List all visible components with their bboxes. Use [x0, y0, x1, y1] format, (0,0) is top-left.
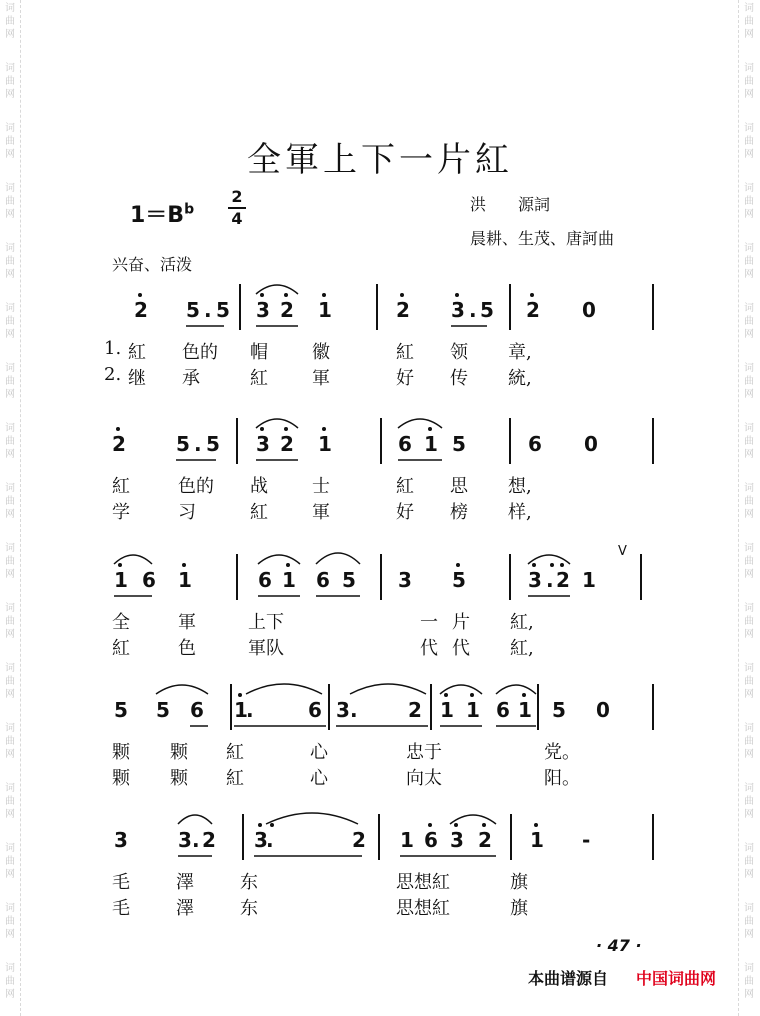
lyric-syllable: 思 — [450, 476, 468, 497]
lyric-syllable: 承 — [182, 368, 200, 389]
note: 2 — [134, 298, 148, 322]
note: 1 — [466, 698, 480, 722]
lyric-syllable: 帽 — [250, 342, 268, 363]
note: . — [194, 432, 202, 456]
octave-dot — [470, 693, 474, 697]
note: 0 — [584, 432, 598, 456]
slur — [316, 553, 360, 564]
lyric-syllable: 一 — [420, 612, 438, 633]
lyric-syllable: 軍 — [178, 612, 196, 633]
slur — [398, 419, 442, 428]
octave-dot — [534, 823, 538, 827]
octave-dot — [238, 693, 242, 697]
lyric-syllable: 心 — [310, 742, 328, 763]
watermark-text: 词 曲 网 — [744, 963, 754, 1000]
lyric-syllable: 心 — [310, 768, 328, 789]
octave-dot — [444, 693, 448, 697]
note: 5 — [156, 698, 170, 722]
note: 6 — [496, 698, 510, 722]
note: 3 — [398, 568, 412, 592]
watermark-text: 词 曲 网 — [5, 423, 15, 460]
note: 6 — [424, 828, 438, 852]
lyric-syllable: 党。 — [544, 742, 580, 763]
lyric-syllable: 紅 — [396, 342, 414, 363]
note: 6 — [190, 698, 204, 722]
note: 1 — [114, 568, 128, 592]
lyric-syllable: 想, — [508, 476, 532, 497]
lyric-syllable: 紅 — [396, 476, 414, 497]
octave-dot — [400, 293, 404, 297]
octave-dot — [138, 293, 142, 297]
watermark-text: 词 曲 网 — [744, 303, 754, 340]
lyric-syllable: 阳。 — [544, 768, 580, 789]
watermark-text: 词 曲 网 — [744, 3, 754, 40]
note: 1 — [582, 568, 596, 592]
octave-dot — [322, 427, 326, 431]
note: 2 — [408, 698, 422, 722]
note: 5 — [186, 298, 200, 322]
watermark-text: 词 曲 网 — [5, 63, 15, 100]
lyric-syllable: 軍 — [312, 368, 330, 389]
lyric-syllable: 紅 — [112, 476, 130, 497]
lyric-syllable: 忠于 — [406, 742, 442, 763]
lyric-syllable: 颗 — [112, 742, 130, 763]
lyric-syllable: 榜 — [450, 502, 468, 523]
lyric-syllable: 领 — [450, 342, 468, 363]
note: 1 — [234, 698, 248, 722]
note: 2 — [112, 432, 126, 456]
watermark-text: 词 曲 网 — [5, 123, 15, 160]
note: 5 — [552, 698, 566, 722]
octave-dot — [258, 823, 262, 827]
note: 5 — [480, 298, 494, 322]
watermark-text: 词 曲 网 — [5, 3, 15, 40]
note: 2 — [396, 298, 410, 322]
note: 1 — [518, 698, 532, 722]
lyric-syllable: 东 — [240, 898, 258, 919]
note: 5 — [216, 298, 230, 322]
watermark-text: 词 曲 网 — [744, 363, 754, 400]
note: . — [266, 828, 274, 852]
octave-dot — [322, 293, 326, 297]
note: 5 — [342, 568, 356, 592]
note: 1 — [318, 432, 332, 456]
note: 6 — [258, 568, 272, 592]
lyric-syllable: 颗 — [170, 742, 188, 763]
key-signature: $1=B^b$ — [130, 201, 195, 228]
lyric-syllable: 样, — [508, 502, 532, 523]
lyric-syllable: 代 — [452, 638, 470, 659]
lyric-syllable: 紅 — [226, 742, 244, 763]
lyric-syllable: 紅 — [226, 768, 244, 789]
watermark-text: 词 曲 网 — [744, 183, 754, 220]
note: 2 — [280, 298, 294, 322]
watermark-text: 词 曲 网 — [5, 723, 15, 760]
note: 6 — [316, 568, 330, 592]
watermark-text: 词 曲 网 — [5, 303, 15, 340]
octave-dot — [118, 563, 122, 567]
breath-mark: V — [618, 544, 627, 559]
note: 2 — [280, 432, 294, 456]
note: 6 — [398, 432, 412, 456]
note: 2 — [202, 828, 216, 852]
octave-dot — [270, 823, 274, 827]
watermark-text: 词 曲 网 — [5, 903, 15, 940]
slur — [440, 685, 482, 694]
note: 0 — [596, 698, 610, 722]
lyric-syllable: 統, — [508, 368, 532, 389]
note: - — [582, 828, 591, 852]
page-number: · 47 · — [596, 936, 642, 955]
watermark-text: 词 曲 网 — [744, 903, 754, 940]
lyric-syllable: 澤 — [176, 898, 194, 919]
note: 1 — [282, 568, 296, 592]
note: 5 — [176, 432, 190, 456]
note: 5 — [452, 568, 466, 592]
watermark-text: 词 曲 网 — [5, 663, 15, 700]
slur — [258, 555, 300, 564]
lyric-syllable: 旗 — [510, 872, 528, 893]
lyric-syllable: 紅 — [128, 342, 146, 363]
octave-dot — [428, 823, 432, 827]
slur — [256, 285, 298, 294]
note: . — [546, 568, 554, 592]
note: 5 — [452, 432, 466, 456]
watermark-text: 词 曲 网 — [744, 603, 754, 640]
lyric-syllable: 东 — [240, 872, 258, 893]
lyric-syllable: 士 — [312, 476, 330, 497]
note: 1 — [530, 828, 544, 852]
octave-dot — [455, 293, 459, 297]
note: 1 — [424, 432, 438, 456]
note: 3 — [256, 298, 270, 322]
lyric-syllable: 战 — [250, 476, 268, 497]
note: . — [204, 298, 212, 322]
slur — [156, 685, 208, 694]
lyric-syllable: 紅, — [510, 638, 534, 659]
note: 3 — [451, 298, 465, 322]
note: . — [350, 698, 358, 722]
slur — [496, 685, 536, 694]
song-title: 全軍上下一片紅 — [247, 140, 513, 180]
octave-dot — [260, 293, 264, 297]
lyric-syllable: 上下 — [248, 612, 284, 633]
watermark-text: 词 曲 网 — [744, 543, 754, 580]
lyric-syllable: 旗 — [510, 898, 528, 919]
octave-dot — [260, 427, 264, 431]
lyric-syllable: 軍队 — [248, 638, 284, 659]
note: . — [192, 828, 200, 852]
note: 3 — [178, 828, 192, 852]
octave-dot — [482, 823, 486, 827]
octave-dot — [284, 293, 288, 297]
note: . — [246, 698, 254, 722]
lyric-syllable: 习 — [178, 502, 196, 523]
watermark-text: 词 曲 网 — [5, 363, 15, 400]
octave-dot — [522, 693, 526, 697]
lyric-syllable: 思想紅 — [396, 872, 450, 893]
lyric-syllable: 徽 — [312, 342, 330, 363]
octave-dot — [286, 563, 290, 567]
octave-dot — [530, 293, 534, 297]
note: 6 — [308, 698, 322, 722]
note: 3 — [114, 828, 128, 852]
lyric-syllable: 紅 — [112, 638, 130, 659]
lyric-syllable: 色的 — [178, 476, 214, 497]
note: 1 — [178, 568, 192, 592]
watermark-text: 词 曲 网 — [5, 783, 15, 820]
lyric-syllable: 传 — [450, 368, 468, 389]
watermark-text: 词 曲 网 — [5, 963, 15, 1000]
watermark-text: 词 曲 网 — [5, 603, 15, 640]
watermark-text: 词 曲 网 — [5, 543, 15, 580]
note: 6 — [142, 568, 156, 592]
octave-dot — [456, 563, 460, 567]
lyric-syllable: 紅, — [510, 612, 534, 633]
lyric-syllable: 全 — [112, 612, 130, 633]
lyric-syllable: 向太 — [406, 768, 442, 789]
note: 1 — [400, 828, 414, 852]
lyric-syllable: 1. — [104, 338, 122, 359]
watermark-text: 词 曲 网 — [744, 663, 754, 700]
lyric-syllable: 紅 — [250, 368, 268, 389]
watermark-text: 词 曲 网 — [744, 843, 754, 880]
watermark-text: 词 曲 网 — [744, 723, 754, 760]
note: 3 — [256, 432, 270, 456]
watermark-text: 词 曲 网 — [744, 423, 754, 460]
octave-dot — [560, 563, 564, 567]
watermark-text: 词 曲 网 — [744, 63, 754, 100]
octave-dot — [550, 563, 554, 567]
slur — [266, 813, 358, 824]
watermark-text: 词 曲 网 — [5, 843, 15, 880]
lyric-syllable: 軍 — [312, 502, 330, 523]
lyric-syllable: 毛 — [112, 898, 130, 919]
lyric-syllable: 代 — [420, 638, 438, 659]
note: 3 — [336, 698, 350, 722]
lyric-syllable: 毛 — [112, 872, 130, 893]
lyric-syllable: 好 — [396, 502, 414, 523]
octave-dot — [182, 563, 186, 567]
note: 5 — [206, 432, 220, 456]
slur — [528, 555, 570, 564]
lyric-syllable: 2. — [104, 364, 122, 385]
watermark-text: 词 曲 网 — [744, 783, 754, 820]
note: 0 — [582, 298, 596, 322]
note: 2 — [526, 298, 540, 322]
lyric-syllable: 紅 — [250, 502, 268, 523]
source-label: 本曲谱源自 — [528, 969, 609, 988]
lyric-syllable: 学 — [112, 502, 130, 523]
slur — [246, 684, 322, 694]
note: 3 — [254, 828, 268, 852]
lyric-syllable: 澤 — [176, 872, 194, 893]
watermark-text: 词 曲 网 — [5, 483, 15, 520]
lyric-syllable: 好 — [396, 368, 414, 389]
note: . — [469, 298, 477, 322]
slur — [178, 815, 212, 824]
note: 2 — [478, 828, 492, 852]
tempo-marking: 兴奋、活泼 — [112, 255, 193, 274]
slur — [256, 419, 298, 428]
watermark-text: 词 曲 网 — [744, 483, 754, 520]
slur — [350, 684, 426, 694]
watermark-text: 词 曲 网 — [744, 243, 754, 280]
octave-dot — [428, 427, 432, 431]
lyric-syllable: 思想紅 — [396, 898, 450, 919]
time-signature: 2 4 — [228, 188, 246, 228]
watermark-text: 词 曲 网 — [5, 243, 15, 280]
note: 1 — [440, 698, 454, 722]
lyric-syllable: 颗 — [170, 768, 188, 789]
note: 2 — [352, 828, 366, 852]
lyric-syllable: 章, — [508, 342, 532, 363]
slur — [114, 555, 152, 564]
octave-dot — [532, 563, 536, 567]
note: 3 — [528, 568, 542, 592]
note: 6 — [528, 432, 542, 456]
watermark-text: 词 曲 网 — [744, 123, 754, 160]
source-site-link[interactable]: 中国词曲网 — [636, 969, 717, 988]
note: 3 — [450, 828, 464, 852]
lyricist-credit: 洪 源詞 — [470, 195, 551, 214]
note: 1 — [318, 298, 332, 322]
composer-credit: 晨耕、生茂、唐訶曲 — [470, 229, 615, 248]
octave-dot — [284, 427, 288, 431]
lyric-syllable: 片 — [452, 612, 470, 633]
watermark-text: 词 曲 网 — [5, 183, 15, 220]
note: 5 — [114, 698, 128, 722]
slur — [450, 815, 496, 824]
lyric-syllable: 颗 — [112, 768, 130, 789]
note: 2 — [556, 568, 570, 592]
octave-dot — [116, 427, 120, 431]
octave-dot — [454, 823, 458, 827]
lyric-syllable: 继 — [128, 368, 146, 389]
lyric-syllable: 色 — [178, 638, 196, 659]
lyric-syllable: 色的 — [182, 342, 218, 363]
